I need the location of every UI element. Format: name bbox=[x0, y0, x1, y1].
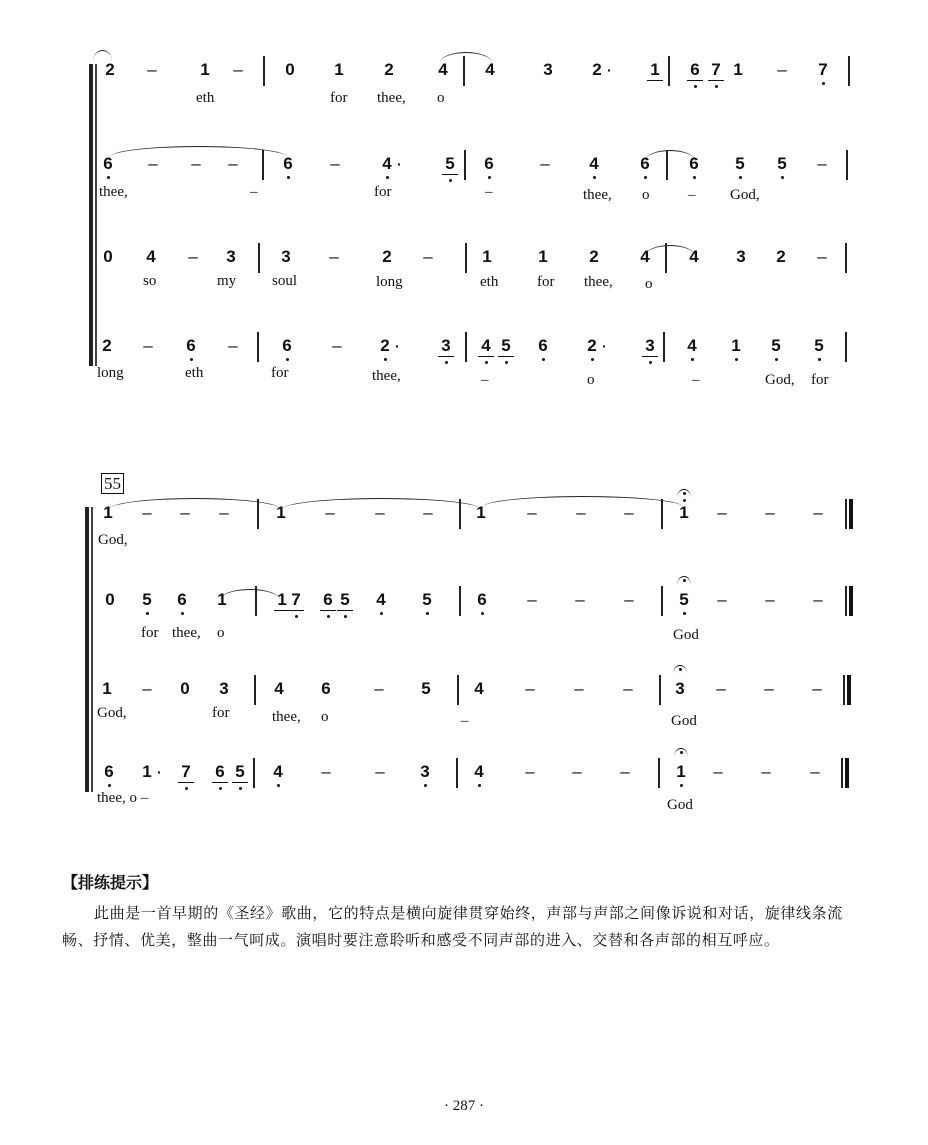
note: 0 bbox=[105, 590, 115, 609]
sustain-dash: – bbox=[624, 503, 634, 522]
sustain-dash: – bbox=[527, 503, 537, 522]
rehearsal-mark: 55 bbox=[101, 473, 124, 494]
note: 2 bbox=[592, 60, 602, 79]
barline bbox=[845, 243, 847, 273]
lyric: thee, bbox=[377, 90, 406, 106]
note: 0 bbox=[285, 60, 295, 79]
note: 5 bbox=[135, 590, 159, 610]
rehearsal-notes-body: 此曲是一首早期的《圣经》歌曲，它的特点是横向旋律贯穿始终，声部与声部之间像诉说和对话，旋律线条流畅、抒情、优美，整曲一气呵成。演唱时要注意聆听和感受不同声部的进入、交替和各声部的相互呼应。 bbox=[62, 904, 843, 949]
final-barline-thick bbox=[845, 758, 849, 788]
sustain-dash: – bbox=[527, 590, 537, 609]
lyric: God bbox=[671, 713, 697, 729]
lyric: eth bbox=[185, 365, 204, 381]
octave-dot-below bbox=[219, 787, 222, 790]
lyric: eth bbox=[196, 90, 215, 106]
sustain-dash: – bbox=[813, 590, 823, 609]
sustain-dash: – bbox=[713, 762, 723, 781]
lyric: for bbox=[537, 274, 555, 290]
note: 5 bbox=[494, 336, 518, 356]
sustain-dash: – bbox=[191, 154, 201, 173]
note: 4 bbox=[640, 247, 650, 266]
augmentation-dot: · bbox=[395, 338, 400, 354]
note: 1 bbox=[476, 503, 486, 522]
lyric: God, bbox=[98, 532, 128, 548]
sustain-dash: – bbox=[575, 590, 585, 609]
lyric: for bbox=[811, 372, 829, 388]
octave-dot-below bbox=[505, 361, 508, 364]
lyric: – bbox=[692, 372, 700, 388]
slur-tie bbox=[283, 498, 480, 509]
sustain-dash: – bbox=[765, 503, 775, 522]
barline bbox=[258, 243, 260, 273]
lyric: o bbox=[217, 625, 225, 641]
lyric: – bbox=[461, 713, 469, 729]
lyric: for bbox=[141, 625, 159, 641]
augmentation-dot: · bbox=[607, 62, 612, 78]
note: 5 bbox=[764, 336, 788, 356]
note: 0 bbox=[103, 247, 113, 266]
lyric: o bbox=[645, 276, 653, 292]
eighth-underline bbox=[212, 782, 228, 783]
octave-dot-below bbox=[344, 615, 347, 618]
final-barline-thin bbox=[841, 758, 843, 788]
note: 4 bbox=[485, 60, 495, 79]
note: 6 bbox=[179, 336, 203, 356]
system-bracket-inner bbox=[95, 64, 97, 366]
octave-dot-below bbox=[481, 612, 484, 615]
sustain-dash: – bbox=[777, 60, 787, 79]
note: 7 bbox=[811, 60, 835, 80]
lyric: thee, o – bbox=[97, 790, 149, 806]
sustain-dash: – bbox=[576, 503, 586, 522]
octave-dot-below bbox=[739, 176, 742, 179]
final-barline-thin bbox=[845, 499, 847, 529]
note: 2 bbox=[776, 247, 786, 266]
note: 6 bbox=[633, 154, 657, 174]
note: 5 bbox=[438, 154, 462, 174]
note: 5 bbox=[421, 679, 431, 698]
barline bbox=[254, 675, 256, 705]
page-number: · 287 · bbox=[444, 1098, 484, 1114]
note: 3 bbox=[281, 247, 291, 266]
barline bbox=[263, 56, 265, 86]
note: 4 bbox=[375, 154, 399, 174]
barline bbox=[465, 243, 467, 273]
eighth-underline bbox=[642, 356, 658, 357]
sustain-dash: – bbox=[717, 503, 727, 522]
note: 4 bbox=[274, 679, 284, 698]
octave-dot-below bbox=[146, 612, 149, 615]
note: 4 bbox=[369, 590, 393, 610]
octave-dot-below bbox=[488, 176, 491, 179]
barline bbox=[465, 332, 467, 362]
sustain-dash: – bbox=[717, 590, 727, 609]
final-barline-thin bbox=[845, 586, 847, 616]
barline bbox=[661, 586, 663, 616]
lyric: my bbox=[217, 273, 237, 289]
lyric: for bbox=[330, 90, 348, 106]
sustain-dash: – bbox=[332, 336, 342, 355]
eighth-underline bbox=[320, 610, 336, 611]
note: 7 bbox=[704, 60, 728, 80]
note: 6 bbox=[470, 590, 494, 610]
sustain-dash: – bbox=[525, 762, 535, 781]
note: 5 bbox=[228, 762, 252, 782]
note: 7 bbox=[284, 590, 308, 610]
sustain-dash: – bbox=[147, 60, 157, 79]
lyric: thee, bbox=[584, 274, 613, 290]
octave-dot-below bbox=[384, 358, 387, 361]
barline bbox=[845, 332, 847, 362]
lyric: – bbox=[688, 187, 696, 203]
octave-dot-below bbox=[295, 615, 298, 618]
octave-dot-below bbox=[680, 784, 683, 787]
octave-dot-below bbox=[644, 176, 647, 179]
octave-dot-below bbox=[775, 358, 778, 361]
octave-dot-below bbox=[822, 82, 825, 85]
note: 1 bbox=[724, 336, 748, 356]
sustain-dash: – bbox=[228, 336, 238, 355]
system-bracket bbox=[89, 64, 93, 366]
sustain-dash: – bbox=[761, 762, 771, 781]
eighth-underline bbox=[647, 80, 663, 81]
sustain-dash: – bbox=[572, 762, 582, 781]
note: 5 bbox=[728, 154, 752, 174]
note: 6 bbox=[170, 590, 194, 610]
lyric: thee, bbox=[99, 184, 128, 200]
augmentation-dot: · bbox=[397, 156, 402, 172]
sustain-dash: – bbox=[375, 762, 385, 781]
note: 1 bbox=[733, 60, 743, 79]
note: 5 bbox=[807, 336, 831, 356]
octave-dot-below bbox=[277, 784, 280, 787]
octave-dot-below bbox=[108, 784, 111, 787]
slur-tie bbox=[110, 146, 287, 157]
note: 4 bbox=[467, 762, 491, 782]
eighth-underline bbox=[288, 610, 304, 611]
rehearsal-notes-title: 【排练提示】 bbox=[62, 873, 159, 892]
octave-dot-below bbox=[683, 612, 686, 615]
sustain-dash: – bbox=[330, 154, 340, 173]
eighth-underline bbox=[498, 356, 514, 357]
octave-dot-below bbox=[181, 612, 184, 615]
note: 1 bbox=[334, 60, 344, 79]
note: 1 bbox=[669, 762, 693, 782]
note: 3 bbox=[413, 762, 437, 782]
barline bbox=[257, 332, 259, 362]
note: 6 bbox=[275, 336, 299, 356]
octave-dot-below bbox=[190, 358, 193, 361]
barline bbox=[464, 150, 466, 180]
note: 1 bbox=[643, 60, 667, 80]
note: 1 bbox=[102, 679, 112, 698]
sustain-dash: – bbox=[623, 679, 633, 698]
lyric: – bbox=[481, 372, 489, 388]
sustain-dash: – bbox=[525, 679, 535, 698]
sustain-dash: – bbox=[143, 336, 153, 355]
sustain-dash: – bbox=[620, 762, 630, 781]
note: 1 bbox=[538, 247, 548, 266]
barline bbox=[846, 150, 848, 180]
sustain-dash: – bbox=[817, 154, 827, 173]
note: 1 bbox=[276, 503, 286, 522]
note: 3 bbox=[638, 336, 662, 356]
lyric: o bbox=[642, 187, 650, 203]
sustain-dash: – bbox=[180, 503, 190, 522]
octave-dot-below bbox=[781, 176, 784, 179]
sustain-dash: – bbox=[812, 679, 822, 698]
note: 3 bbox=[219, 679, 229, 698]
lyric: eth bbox=[480, 274, 499, 290]
octave-dot-below bbox=[185, 787, 188, 790]
lyric: soul bbox=[272, 273, 298, 289]
note: 2 bbox=[382, 247, 392, 266]
octave-dot-below bbox=[591, 358, 594, 361]
sustain-dash: – bbox=[716, 679, 726, 698]
note: 6 bbox=[316, 590, 340, 610]
note: 4 bbox=[689, 247, 699, 266]
note: 6 bbox=[97, 762, 121, 782]
sustain-dash: – bbox=[624, 590, 634, 609]
lyric: o bbox=[587, 372, 595, 388]
slur-tie bbox=[440, 52, 492, 63]
fermata-icon bbox=[677, 576, 691, 585]
sustain-dash: – bbox=[765, 590, 775, 609]
lyric: long bbox=[97, 365, 124, 381]
note: 6 bbox=[682, 154, 706, 174]
octave-dot-below bbox=[542, 358, 545, 361]
eighth-underline bbox=[438, 356, 454, 357]
system-bracket-inner bbox=[91, 507, 93, 792]
barline bbox=[668, 56, 670, 86]
octave-dot-below bbox=[735, 358, 738, 361]
note: 5 bbox=[415, 590, 439, 610]
sustain-dash: – bbox=[540, 154, 550, 173]
sustain-dash: – bbox=[810, 762, 820, 781]
octave-dot-below bbox=[380, 612, 383, 615]
lyric: so bbox=[143, 273, 157, 289]
note: 1 bbox=[217, 590, 227, 609]
note: 1 bbox=[103, 503, 113, 522]
lyric: o bbox=[321, 709, 329, 725]
note: 6 bbox=[96, 154, 120, 174]
final-barline-thin bbox=[843, 675, 845, 705]
octave-dot-below bbox=[386, 176, 389, 179]
octave-dot-below bbox=[649, 361, 652, 364]
lyric: God, bbox=[730, 187, 760, 203]
lyric: for bbox=[271, 365, 289, 381]
lyric: long bbox=[376, 274, 403, 290]
sustain-dash: – bbox=[325, 503, 335, 522]
note: 4 bbox=[146, 247, 156, 266]
octave-dot-below bbox=[715, 85, 718, 88]
octave-dot-above bbox=[683, 499, 686, 502]
octave-dot-below bbox=[327, 615, 330, 618]
fermata-icon bbox=[673, 665, 687, 674]
note: 0 bbox=[180, 679, 190, 698]
octave-dot-below bbox=[818, 358, 821, 361]
sustain-dash: – bbox=[423, 247, 433, 266]
sustain-dash: – bbox=[321, 762, 331, 781]
eighth-underline bbox=[442, 174, 458, 175]
note: 7 bbox=[174, 762, 198, 782]
barline bbox=[663, 332, 665, 362]
note: 3 bbox=[736, 247, 746, 266]
final-barline-thick bbox=[849, 586, 853, 616]
note: 2 bbox=[105, 60, 115, 79]
slur-tie bbox=[645, 150, 695, 161]
octave-dot-below bbox=[239, 787, 242, 790]
lyric: – bbox=[485, 184, 493, 200]
lyric: God, bbox=[97, 705, 127, 721]
note: 6 bbox=[321, 679, 331, 698]
note: 5 bbox=[672, 590, 696, 610]
augmentation-dot: · bbox=[157, 764, 162, 780]
note: 1 bbox=[200, 60, 210, 79]
lyric: thee, bbox=[372, 368, 401, 384]
final-barline-thick bbox=[847, 675, 851, 705]
note: 2 bbox=[102, 336, 112, 355]
slur-tie bbox=[483, 496, 683, 507]
eighth-underline bbox=[337, 610, 353, 611]
lyric: God bbox=[667, 797, 693, 813]
note: 4 bbox=[582, 154, 606, 174]
note: 4 bbox=[680, 336, 704, 356]
lyric: o bbox=[437, 90, 445, 106]
barline bbox=[456, 758, 458, 788]
lyric: God bbox=[673, 627, 699, 643]
octave-dot-below bbox=[426, 612, 429, 615]
note: 5 bbox=[770, 154, 794, 174]
fermata-icon bbox=[674, 748, 688, 757]
lyric: for bbox=[374, 184, 392, 200]
note: 6 bbox=[276, 154, 300, 174]
note: 3 bbox=[434, 336, 458, 356]
note: 2 bbox=[384, 60, 394, 79]
note: 4 bbox=[266, 762, 290, 782]
note: 6 bbox=[683, 60, 707, 80]
sustain-dash: – bbox=[142, 679, 152, 698]
note: 3 bbox=[226, 247, 236, 266]
note: 4 bbox=[438, 60, 448, 79]
system-bracket bbox=[85, 507, 89, 792]
barline bbox=[848, 56, 850, 86]
lyric: God, bbox=[765, 372, 795, 388]
octave-dot-below bbox=[287, 176, 290, 179]
lyric: – bbox=[250, 184, 258, 200]
slur-tie bbox=[110, 498, 280, 509]
sustain-dash: – bbox=[813, 503, 823, 522]
barline bbox=[659, 675, 661, 705]
sustain-dash: – bbox=[817, 247, 827, 266]
note: 3 bbox=[543, 60, 553, 79]
sustain-dash: – bbox=[142, 503, 152, 522]
sustain-dash: – bbox=[764, 679, 774, 698]
octave-dot-below bbox=[694, 85, 697, 88]
sustain-dash: – bbox=[329, 247, 339, 266]
eighth-underline bbox=[708, 80, 724, 81]
sustain-dash: – bbox=[233, 60, 243, 79]
lyric: thee, bbox=[272, 709, 301, 725]
note: 4 bbox=[474, 336, 498, 356]
barline bbox=[459, 586, 461, 616]
note: 2 bbox=[589, 247, 599, 266]
octave-dot-below bbox=[445, 361, 448, 364]
note: 1 bbox=[142, 762, 152, 781]
octave-dot-below bbox=[286, 358, 289, 361]
sustain-dash: – bbox=[219, 503, 229, 522]
lyric: for bbox=[212, 705, 230, 721]
note: 4 bbox=[474, 679, 484, 698]
eighth-underline bbox=[178, 782, 194, 783]
lyric: thee, bbox=[583, 187, 612, 203]
eighth-underline bbox=[232, 782, 248, 783]
sustain-dash: – bbox=[423, 503, 433, 522]
barline bbox=[457, 675, 459, 705]
note: 6 bbox=[477, 154, 501, 174]
note: 1 bbox=[482, 247, 492, 266]
barline bbox=[658, 758, 660, 788]
fermata-icon bbox=[677, 489, 691, 498]
sustain-dash: – bbox=[574, 679, 584, 698]
octave-dot-below bbox=[107, 176, 110, 179]
sustain-dash: – bbox=[228, 154, 238, 173]
barline bbox=[253, 758, 255, 788]
note: 2 bbox=[373, 336, 397, 356]
final-barline-thick bbox=[849, 499, 853, 529]
sustain-dash: – bbox=[148, 154, 158, 173]
octave-dot-below bbox=[593, 176, 596, 179]
eighth-underline bbox=[478, 356, 494, 357]
octave-dot-below bbox=[424, 784, 427, 787]
eighth-underline bbox=[687, 80, 703, 81]
sustain-dash: – bbox=[374, 679, 384, 698]
sustain-dash: – bbox=[188, 247, 198, 266]
note: 3 bbox=[675, 679, 685, 698]
note: 1 bbox=[270, 590, 294, 610]
slur-tie bbox=[93, 50, 112, 61]
octave-dot-below bbox=[693, 176, 696, 179]
octave-dot-below bbox=[691, 358, 694, 361]
note: 6 bbox=[208, 762, 232, 782]
note: 5 bbox=[333, 590, 357, 610]
note: 6 bbox=[531, 336, 555, 356]
note: 2 bbox=[580, 336, 604, 356]
octave-dot-below bbox=[478, 784, 481, 787]
sustain-dash: – bbox=[375, 503, 385, 522]
octave-dot-below bbox=[485, 361, 488, 364]
octave-dot-below bbox=[449, 179, 452, 182]
lyric: thee, bbox=[172, 625, 201, 641]
note: 1 bbox=[672, 503, 696, 523]
augmentation-dot: · bbox=[602, 338, 607, 354]
